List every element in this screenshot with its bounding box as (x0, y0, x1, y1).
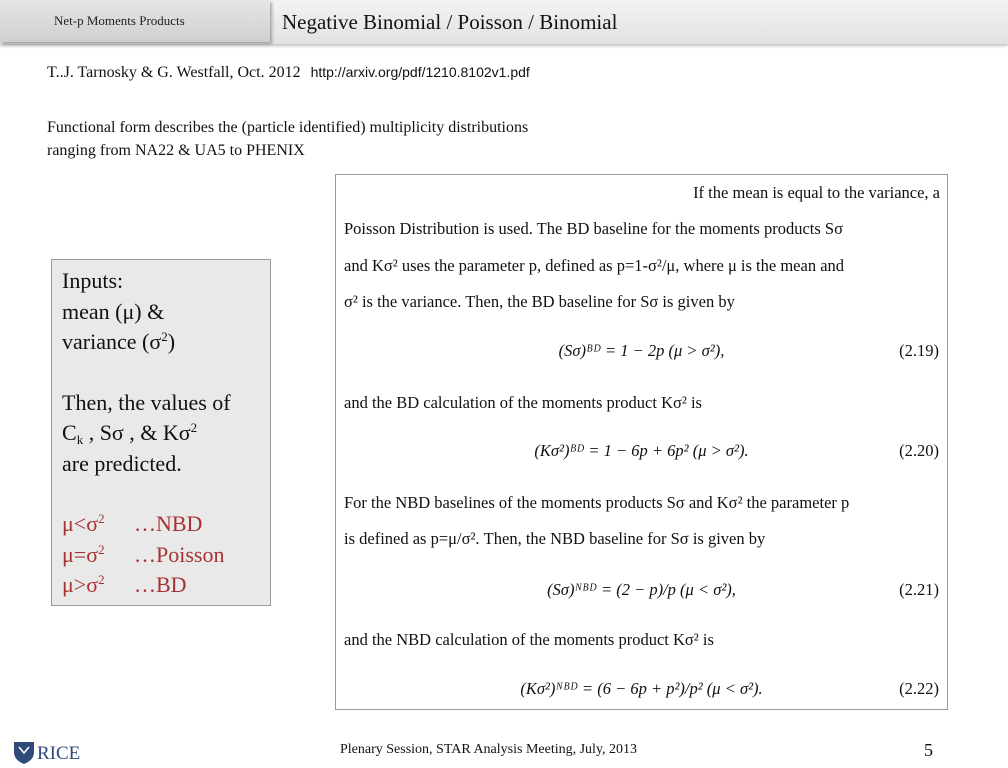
rice-logo (12, 738, 92, 766)
inputs-variance (62, 327, 270, 358)
case-label: …NBD (134, 511, 203, 536)
equation-2-22 (336, 679, 947, 703)
equation-2-20 (336, 441, 947, 465)
citation-url[interactable]: http://arxiv.org/pdf/1210.8102v1.pdf (310, 64, 530, 80)
paper-text: σ² is the variance. Then, the BD baseline for Sσ is given by (344, 292, 735, 311)
variance-prefix: variance (σ (62, 329, 162, 354)
case-cond: μ=σ (62, 541, 99, 567)
paper-excerpt (335, 174, 948, 710)
paper-text: and the BD calculation of the moments product Kσ² is (344, 393, 702, 412)
variance-sup: 2 (161, 329, 168, 344)
equation-number: (2.22) (899, 679, 939, 698)
equation-expr: (Sσ)ᴺᴮᴰ = (2 − p)/p (μ < σ²), (547, 580, 736, 599)
rice-logo-text: RICE (37, 743, 81, 764)
paper-text: Poisson Distribution is used. The BD baseline for the moments products Sσ (344, 219, 843, 238)
inputs-then: Then, the values of (62, 389, 231, 415)
page-number: 5 (924, 740, 933, 760)
case-label: …BD (134, 572, 187, 597)
case-sup: 2 (98, 511, 105, 526)
inputs-predicted-end: are predicted. (62, 450, 182, 476)
case-poisson (62, 540, 270, 571)
equation-2-21 (336, 580, 947, 604)
paper-text: and the NBD calculation of the moments product Kσ² is (344, 630, 714, 649)
paper-text: For the NBD baselines of the moments products Sσ and Kσ² the parameter p (344, 493, 850, 512)
paper-text: and Kσ² uses the parameter p, defined as p=1-σ²/μ, where μ is the mean and (344, 256, 845, 275)
paper-text: If the mean is equal to the variance, a (693, 183, 940, 202)
case-cond: μ>σ (62, 572, 99, 597)
equation-expr: (Kσ²)ᴺᴮᴰ = (6 − 6p + p²)/p² (μ < σ²). (520, 679, 763, 698)
paper-text: is defined as p=μ/σ². Then, the NBD baseline for Sσ is given by (344, 529, 766, 548)
case-sup: 2 (98, 572, 105, 587)
section-tab: Net-p Moments Products (0, 0, 270, 42)
inputs-box (51, 259, 271, 606)
equation-expr: (Sσ)ᴮᴰ = 1 − 2p (μ > σ²), (558, 341, 725, 360)
equation-number: (2.21) (899, 580, 939, 599)
inputs-mean: mean (μ) & (62, 298, 165, 324)
predicted-mid: , Sσ , & Kσ (83, 420, 191, 445)
equation-number: (2.19) (899, 341, 939, 360)
predicted-c: C (62, 420, 77, 445)
predicted-k: k (76, 432, 84, 447)
equation-2-19 (336, 341, 947, 365)
description (47, 116, 727, 162)
case-cond: μ<σ (62, 511, 99, 536)
case-bd (62, 570, 270, 601)
page-title: Negative Binomial / Poisson / Binomial (282, 10, 618, 34)
footer-text: Plenary Session, STAR Analysis Meeting, July, 2013 (340, 742, 638, 757)
inputs-heading: Inputs: (62, 268, 124, 293)
citation (47, 64, 530, 82)
description-line: Functional form describes the (particle identified) multiplicity distributions (47, 119, 529, 136)
citation-authors: T..J. Tarnosky & G. Westfall, Oct. 2012 (47, 64, 301, 81)
case-nbd (62, 509, 270, 540)
case-label: …Poisson (134, 541, 225, 567)
predicted-sup: 2 (190, 420, 198, 435)
description-line: ranging from NA22 & UA5 to PHENIX (47, 142, 305, 159)
case-sup: 2 (98, 541, 105, 557)
equation-number: (2.20) (899, 441, 939, 460)
inputs-predicted-quantities (62, 418, 270, 449)
equation-expr: (Kσ²)ᴮᴰ = 1 − 6p + 6p² (μ > σ²). (534, 441, 749, 460)
variance-suffix: ) (167, 329, 176, 354)
